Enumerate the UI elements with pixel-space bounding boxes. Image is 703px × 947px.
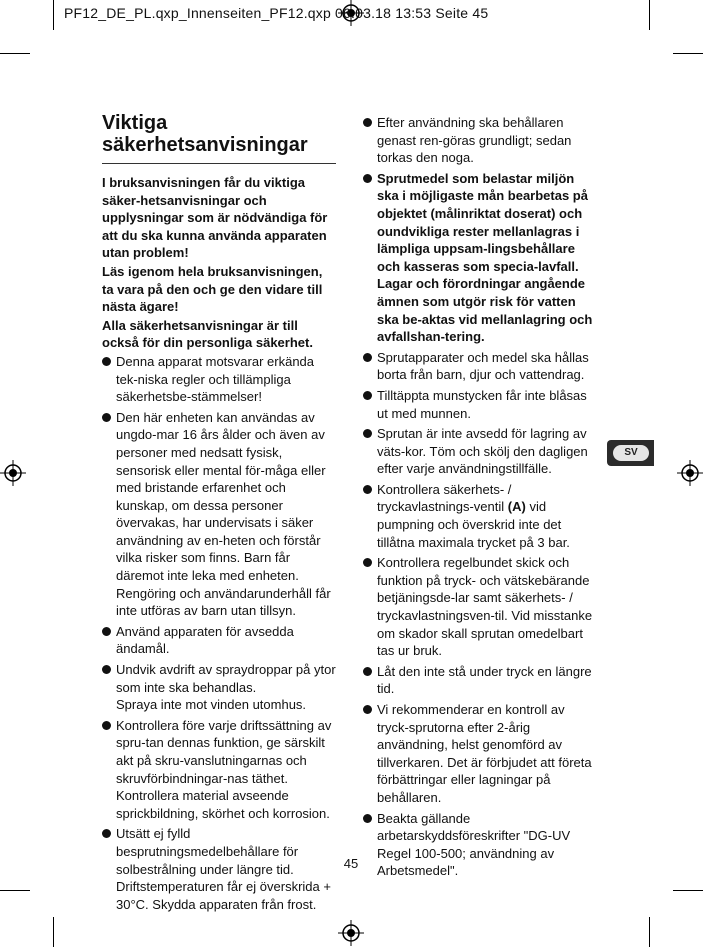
bullet-icon bbox=[363, 667, 372, 676]
list-item bbox=[102, 825, 336, 913]
crop-mark-bottom-right-v bbox=[649, 917, 650, 947]
list-item-text: Sprutapparater och medel ska hållas borta från barn, djur och vattendrag. bbox=[377, 349, 589, 383]
list-item-text: Sprutan är inte avsedd för lagring av väts-kor. Töm och skölj den dagligen efter varje användningstillfälle. bbox=[377, 426, 588, 477]
list-item bbox=[102, 717, 336, 823]
list-item-text: Låt den inte stå under tryck en längre tid. bbox=[377, 663, 592, 697]
section-title-line1: Viktiga bbox=[102, 112, 168, 134]
valve-text: Kontrollera säkerhets- / tryckavlastnings-ventil bbox=[377, 481, 512, 515]
list-item-text: Tilltäppta munstycken får inte blåsas ut med munnen. bbox=[377, 387, 587, 421]
list-item-text: Beakta gällande arbetarskyddsföreskrifter "DG-UV Regel 100-500; användning av Arbetsmedel". bbox=[377, 810, 571, 879]
list-item bbox=[363, 663, 596, 698]
list-item-text bbox=[377, 481, 596, 551]
safety-list-right bbox=[363, 114, 596, 880]
list-item-text: Denna apparat motsvarar erkända tek-niska regler och tillämpliga säkerhetsbe-stämmelser! bbox=[116, 353, 315, 405]
valve-rest: vid pumpning och överskrid inte det tillåtna maximala trycket på 3 bar. bbox=[377, 499, 570, 550]
section-title bbox=[102, 112, 336, 156]
safety-list-left bbox=[102, 353, 336, 913]
list-item-text: Vi rekommenderar en kontroll av tryck-sprutorna efter 2-årig användning, helst genomförd av tillverkaren. Det är förbjudet att företa förbättringar eller lagningar på behållaren. bbox=[377, 702, 592, 805]
list-item bbox=[102, 661, 336, 714]
list-item bbox=[363, 170, 596, 346]
language-tab bbox=[607, 440, 654, 466]
list-item-text: Utsätt ej fylld besprutningsmedelbehållare för solbestrålning under längre tid. Driftstemperaturen får ej överskrida + 30°C. Skydda apparaten från frost. bbox=[116, 826, 331, 912]
valve-label: (A) bbox=[507, 499, 526, 515]
list-item-text: Kontrollera regelbundet skick och funktion på tryck- och vätskebärande betjäningsde-lar samt säkerhets- / tryckavlastningsven-til. Vid misstanke om skador skall sprutan omedelbart tas ur bruk. bbox=[377, 555, 593, 659]
bullet-icon bbox=[363, 429, 372, 438]
registration-mark-right-icon bbox=[677, 460, 703, 486]
intro-paragraph: Läs igenom hela bruksanvisningen, ta vara på den och ge den vidare till nästa ägare! bbox=[102, 263, 323, 315]
list-item bbox=[363, 349, 596, 384]
bullet-icon bbox=[102, 829, 111, 838]
registration-mark-left-icon bbox=[0, 460, 26, 486]
bullet-icon bbox=[363, 705, 372, 714]
bullet-icon bbox=[102, 357, 111, 366]
list-item bbox=[363, 810, 596, 880]
crop-mark-top-left-h bbox=[0, 53, 30, 54]
bullet-icon bbox=[363, 558, 372, 567]
bullet-icon bbox=[363, 174, 372, 183]
list-item-text: Sprutmedel som belastar miljön ska i möjligaste mån bearbetas på objektet (målinriktat doserat) och oundvikliga rester mellanlagras i lämpliga uppsam-lingsbehållare och kasseras som specia-lavfall. bbox=[377, 170, 588, 274]
left-column bbox=[102, 112, 336, 916]
list-item bbox=[102, 353, 336, 406]
bullet-icon bbox=[363, 353, 372, 362]
list-item bbox=[102, 623, 336, 658]
language-code: SV bbox=[613, 445, 649, 461]
list-item-text: Efter användning ska behållaren genast ren-göras grundligt; sedan torkas den noga. bbox=[377, 115, 572, 166]
list-item bbox=[102, 409, 336, 620]
crop-mark-bottom-left-v bbox=[53, 917, 54, 947]
intro-block bbox=[102, 174, 336, 352]
bullet-icon bbox=[363, 814, 372, 823]
bullet-icon bbox=[363, 391, 372, 400]
right-column bbox=[363, 114, 596, 883]
intro-paragraph: I bruksanvisningen får du viktiga säker-hetsanvisningar och upplysningar som är nödvändiga för att du ska kunna använda apparaten utan problem! bbox=[102, 175, 328, 261]
crop-mark-top-right-v bbox=[649, 0, 650, 30]
list-item bbox=[363, 701, 596, 807]
list-item bbox=[363, 425, 596, 478]
crop-mark-bottom-right-h bbox=[673, 890, 703, 891]
intro-paragraph: Alla säkerhetsanvisningar är till också för din personliga säkerhet. bbox=[102, 317, 313, 351]
crop-mark-bottom-left-h bbox=[0, 890, 30, 891]
registration-mark-bottom-icon bbox=[338, 920, 364, 946]
print-slug: PF12_DE_PL.qxp_Innenseiten_PF12.qxp 06.03.18 13:53 Seite 45 bbox=[64, 5, 489, 21]
crop-mark-top-left-v bbox=[53, 0, 54, 30]
bullet-icon bbox=[102, 413, 111, 422]
title-divider bbox=[102, 163, 336, 164]
list-item-text: Den här enheten kan användas av ungdo-mar 16 års ålder och även av personer med nedsatt fysisk, sensorisk eller mental för-måga eller med bristande erfarenhet och kunskap, om dessa personer övervakas, har undervisats i säker användning av en-heten och förstår vilka risker som finns. Barn får däremot inte leka med enheten. Rengöring och användarunderhåll får inte utföras av barn utan tillsyn. bbox=[116, 409, 331, 619]
bullet-icon bbox=[102, 721, 111, 730]
list-item bbox=[363, 114, 596, 167]
bullet-icon bbox=[102, 665, 111, 674]
bullet-icon bbox=[102, 627, 111, 636]
list-item-note: Lagar och förordningar angående ämnen som utgör risk för vatten ska be-aktas vid mellanlagring och avfallshan-tering. bbox=[377, 276, 593, 345]
list-item-text: Använd apparaten för avsedda ändamål. bbox=[116, 623, 294, 657]
list-item-note: Spraya inte mot vinden utomhus. bbox=[116, 697, 307, 713]
bullet-icon bbox=[363, 485, 372, 494]
bullet-icon bbox=[363, 118, 372, 127]
section-title-line2: säkerhetsanvisningar bbox=[102, 134, 308, 156]
list-item bbox=[363, 481, 596, 551]
list-item-text: Kontrollera före varje driftssättning av spru-tan dennas funktion, ge särskilt akt på skru-vanslutningarnas och skruvförbindningar-nas täthet. Kontrollera material avseende sprickbildning, skörhet och korrosion. bbox=[116, 717, 332, 821]
list-item bbox=[363, 387, 596, 422]
list-item bbox=[363, 554, 596, 660]
list-item-text: Undvik avdrift av spraydroppar på ytor som inte ska behandlas. bbox=[116, 662, 336, 695]
page-number: 45 bbox=[343, 856, 359, 871]
crop-mark-top-right-h bbox=[673, 53, 703, 54]
